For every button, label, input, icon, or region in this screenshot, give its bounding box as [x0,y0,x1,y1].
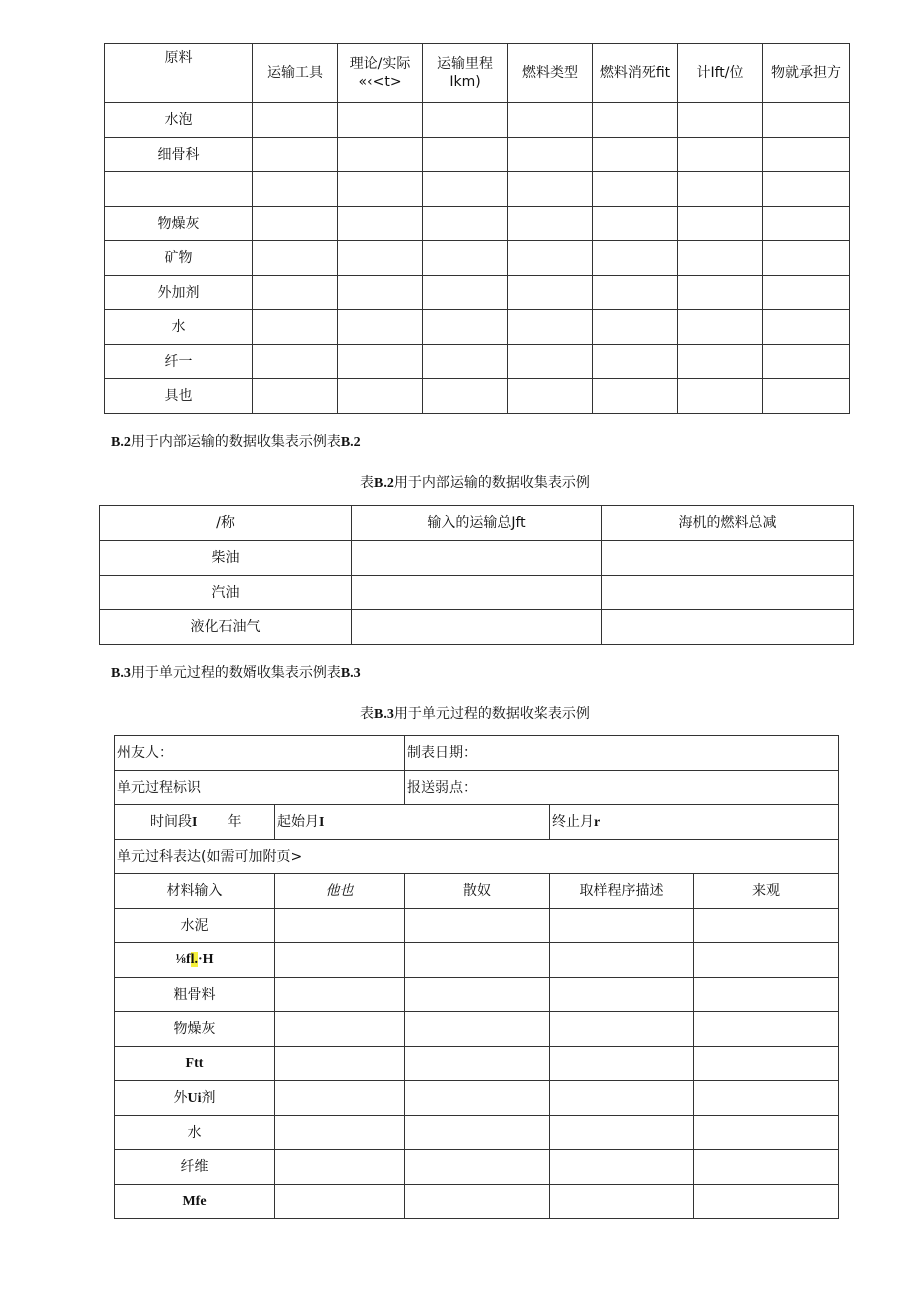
table-row [115,1116,839,1150]
section-heading-b2: B.2用于内部运输的数据收集表示例表B.2 [111,434,361,450]
row-label: Mfe [115,1185,275,1219]
date-field: 制表日期： [405,736,839,771]
header-fuel-total: 海机的燃料总减 [602,506,854,541]
row-label: 物燥灰 [115,1012,275,1047]
table-caption-b2: 表B.2用于内部运输的数据收集表示例 [360,475,590,491]
table-caption-b3: 表B.3用于单元过程的数据收桨表示例 [360,706,590,722]
table-row [115,909,839,943]
row-label: 粗骨料 [115,978,275,1012]
table-row [115,1081,839,1116]
table-header-row [105,44,850,103]
form-row [115,840,839,874]
row-label [105,172,253,207]
table-header-row [100,506,854,541]
table-row [105,276,850,310]
table-row [105,241,850,276]
row-label: 细骨科 [105,138,253,172]
table-row [105,310,850,345]
row-label: 外Ui剂 [115,1081,275,1116]
process-description-field: 单元过科表达(如需可加附页> [115,840,839,874]
row-label: 柴油 [100,541,352,576]
table-row [115,1185,839,1219]
header-sampling: 取样程序描述 [550,874,694,909]
form-row [115,736,839,771]
header-quantity: 散奴 [405,874,550,909]
row-label: ⅛fl.·H [115,943,275,978]
row-label: 水 [105,310,253,345]
table-row [105,345,850,379]
process-id-field: 单元过程标识 [115,771,405,805]
unit-process-table [114,735,839,1219]
end-month-field: 终止月r [550,805,839,840]
row-label: 具也 [105,379,253,414]
header-source: 来观 [694,874,839,909]
header-name: /称 [100,506,352,541]
row-label: Ftt [115,1047,275,1081]
row-label: 纤维 [115,1150,275,1185]
row-label: 水泥 [115,909,275,943]
header-fuel-consumption: 燃料消死fit [593,44,678,103]
row-label: 物燥灰 [105,207,253,241]
form-row [115,771,839,805]
row-label: 纤一 [105,345,253,379]
table-row [105,103,850,138]
table-row [105,379,850,414]
row-label: 汽油 [100,576,352,610]
header-transport-tool: 运输工具 [253,44,338,103]
header-material-input: 材料输入 [115,874,275,909]
internal-transport-table [99,505,854,645]
section-heading-b3: B.3用于单元过程的数婿收集表示例表B.3 [111,665,361,681]
header-transport-total: 输入的运输总Jft [352,506,602,541]
filler-field: 州友人： [115,736,405,771]
header-transport-distance: 运输里程 Ikm) [423,44,508,103]
header-fuel-type: 燃料类型 [508,44,593,103]
table-row [115,1047,839,1081]
highlighted-text: l. [190,952,198,967]
row-label: 液化石油气 [100,610,352,645]
table-row [100,610,854,645]
form-row [115,805,839,840]
table-row [115,1012,839,1047]
header-theory-actual: 理论/实际 «‹<t> [338,44,423,103]
header-bearer: 物就承担方 [763,44,850,103]
row-label: 水 [115,1116,275,1150]
header-unit: 计Ift/位 [678,44,763,103]
table-row [105,207,850,241]
table-row [105,172,850,207]
table-row [115,978,839,1012]
table-row [105,138,850,172]
header-raw-material: 原料 [105,44,253,103]
header-other: 他也 [275,874,405,909]
raw-material-transport-table [104,43,850,414]
table-row [115,1150,839,1185]
period-field: 时间段I 年 [115,805,275,840]
table-row [100,541,854,576]
start-month-field: 起始月I [275,805,550,840]
row-label: 水泡 [105,103,253,138]
row-label: 外加剂 [105,276,253,310]
table-row [100,576,854,610]
table-header-row [115,874,839,909]
report-field: 报送弱点： [405,771,839,805]
table-row [115,943,839,978]
row-label: 矿物 [105,241,253,276]
